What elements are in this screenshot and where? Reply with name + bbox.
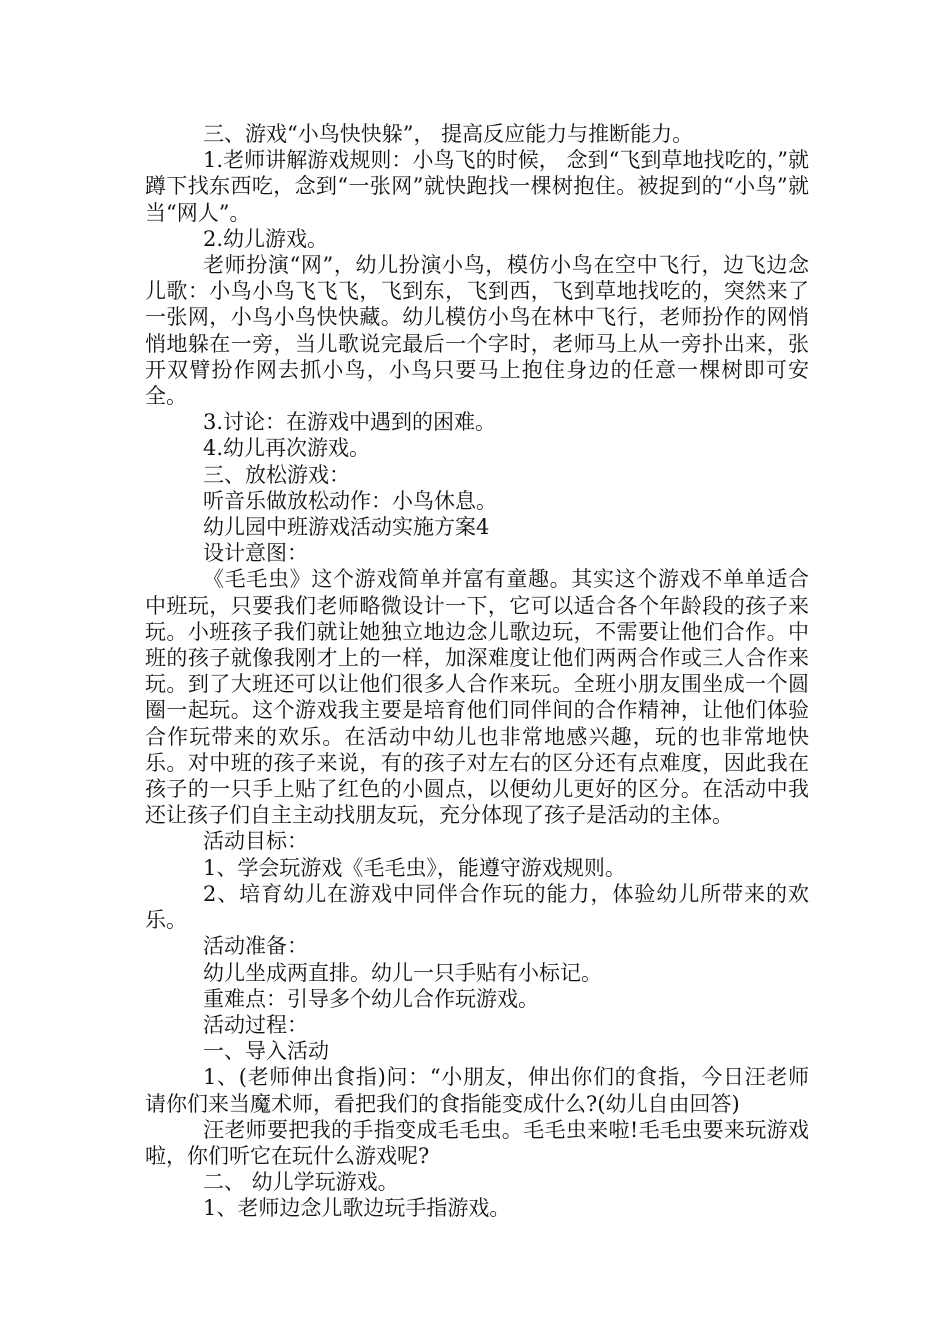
- paragraph: 设计意图：: [203, 541, 308, 566]
- paragraph: 汪老师要把我的手指变成毛毛虫。毛毛虫来啦!毛毛虫要来玩游戏啦，你们听它在玩什么游戏呢?: [145, 1117, 809, 1168]
- paragraph: 三、放松游戏：: [203, 462, 350, 487]
- paragraph: 3.讨论：在游戏中遇到的困难。: [203, 410, 497, 435]
- paragraph: 4.幼儿再次游戏。: [203, 436, 371, 461]
- paragraph: 三、游戏“小鸟快快躲”， 提高反应能力与推断能力。: [203, 122, 694, 146]
- paragraph: 二、 幼儿学玩游戏。: [203, 1170, 399, 1195]
- paragraph: 《毛毛虫》这个游戏简单并富有童趣。其实这个游戏不单单适合中班玩，只要我们老师略微设计一下，它可以适合各个年龄段的孩子来玩。小班孩子我们就让她独立地边念儿歌边玩，不需要让他们合作。中班的孩子就像我刚才上的一样，加深难度让他们两两合作或三人合作来玩。到了大班还可以让他们很多人合作来玩。全班小朋友围坐成一个圆圈一起玩。这个游戏我主要是培育他们同伴间的合作精神，让他们体验合作玩带来的欢乐。在活动中幼儿也非常地感兴趣，玩的也非常地快乐。对中班的孩子来说，有的孩子对左右的区分还有点难度，因此我在孩子的一只手上贴了红色的小圆点，以便幼儿更好的区分。在活动中我还让孩子们自主主动找朋友玩，充分体现了孩子是活动的主体。: [145, 567, 809, 828]
- paragraph: 老师扮演“网”，幼儿扮演小鸟，模仿小鸟在空中飞行，边飞边念儿歌：小鸟小鸟飞飞飞，飞到东，飞到西，飞到草地找吃的，突然来了一张网，小鸟小鸟快快藏。幼儿模仿小鸟在林中飞行，老师扮作的网悄悄地躲在一旁，当儿歌说完最后一个字时，老师马上从一旁扑出来，张开双臂扮作网去抓小鸟，小鸟只要马上抱住身边的任意一棵树即可安全。: [145, 253, 809, 409]
- paragraph: 听音乐做放松动作：小鸟休息。: [203, 488, 497, 513]
- paragraph: 2.幼儿游戏。: [203, 226, 329, 251]
- paragraph: 2、培育幼儿在游戏中同伴合作玩的能力，体验幼儿所带来的欢乐。: [145, 881, 809, 933]
- paragraph: 重难点：引导多个幼儿合作玩游戏。: [203, 986, 539, 1011]
- paragraph: 1、(老师伸出食指)问：“小朋友，伸出你们的食指，今日汪老师请你们来当魔术师，看把我们的食指能变成什么?(幼儿自由回答): [145, 1065, 809, 1116]
- paragraph: 1、老师边念儿歌边玩手指游戏。: [203, 1196, 511, 1221]
- section-heading: 幼儿园中班游戏活动实施方案4: [203, 515, 490, 540]
- paragraph: 活动过程：: [203, 1012, 308, 1037]
- paragraph: 活动目标：: [203, 829, 308, 854]
- paragraph: 幼儿坐成两直排。幼儿一只手贴有小标记。: [203, 960, 602, 985]
- paragraph: 1、学会玩游戏《毛毛虫》，能遵守游戏规则。: [203, 855, 626, 880]
- paragraph: 活动准备：: [203, 934, 308, 959]
- paragraph: 1.老师讲解游戏规则：小鸟飞的时候， 念到“飞到草地找吃的，”就蹲下找东西吃，念到“一张网”就快跑找一棵树抱住。被捉到的“小鸟”就当“网人”。: [145, 148, 809, 225]
- document-body: [145, 121, 809, 1222]
- paragraph: 一、导入活动: [203, 1039, 329, 1064]
